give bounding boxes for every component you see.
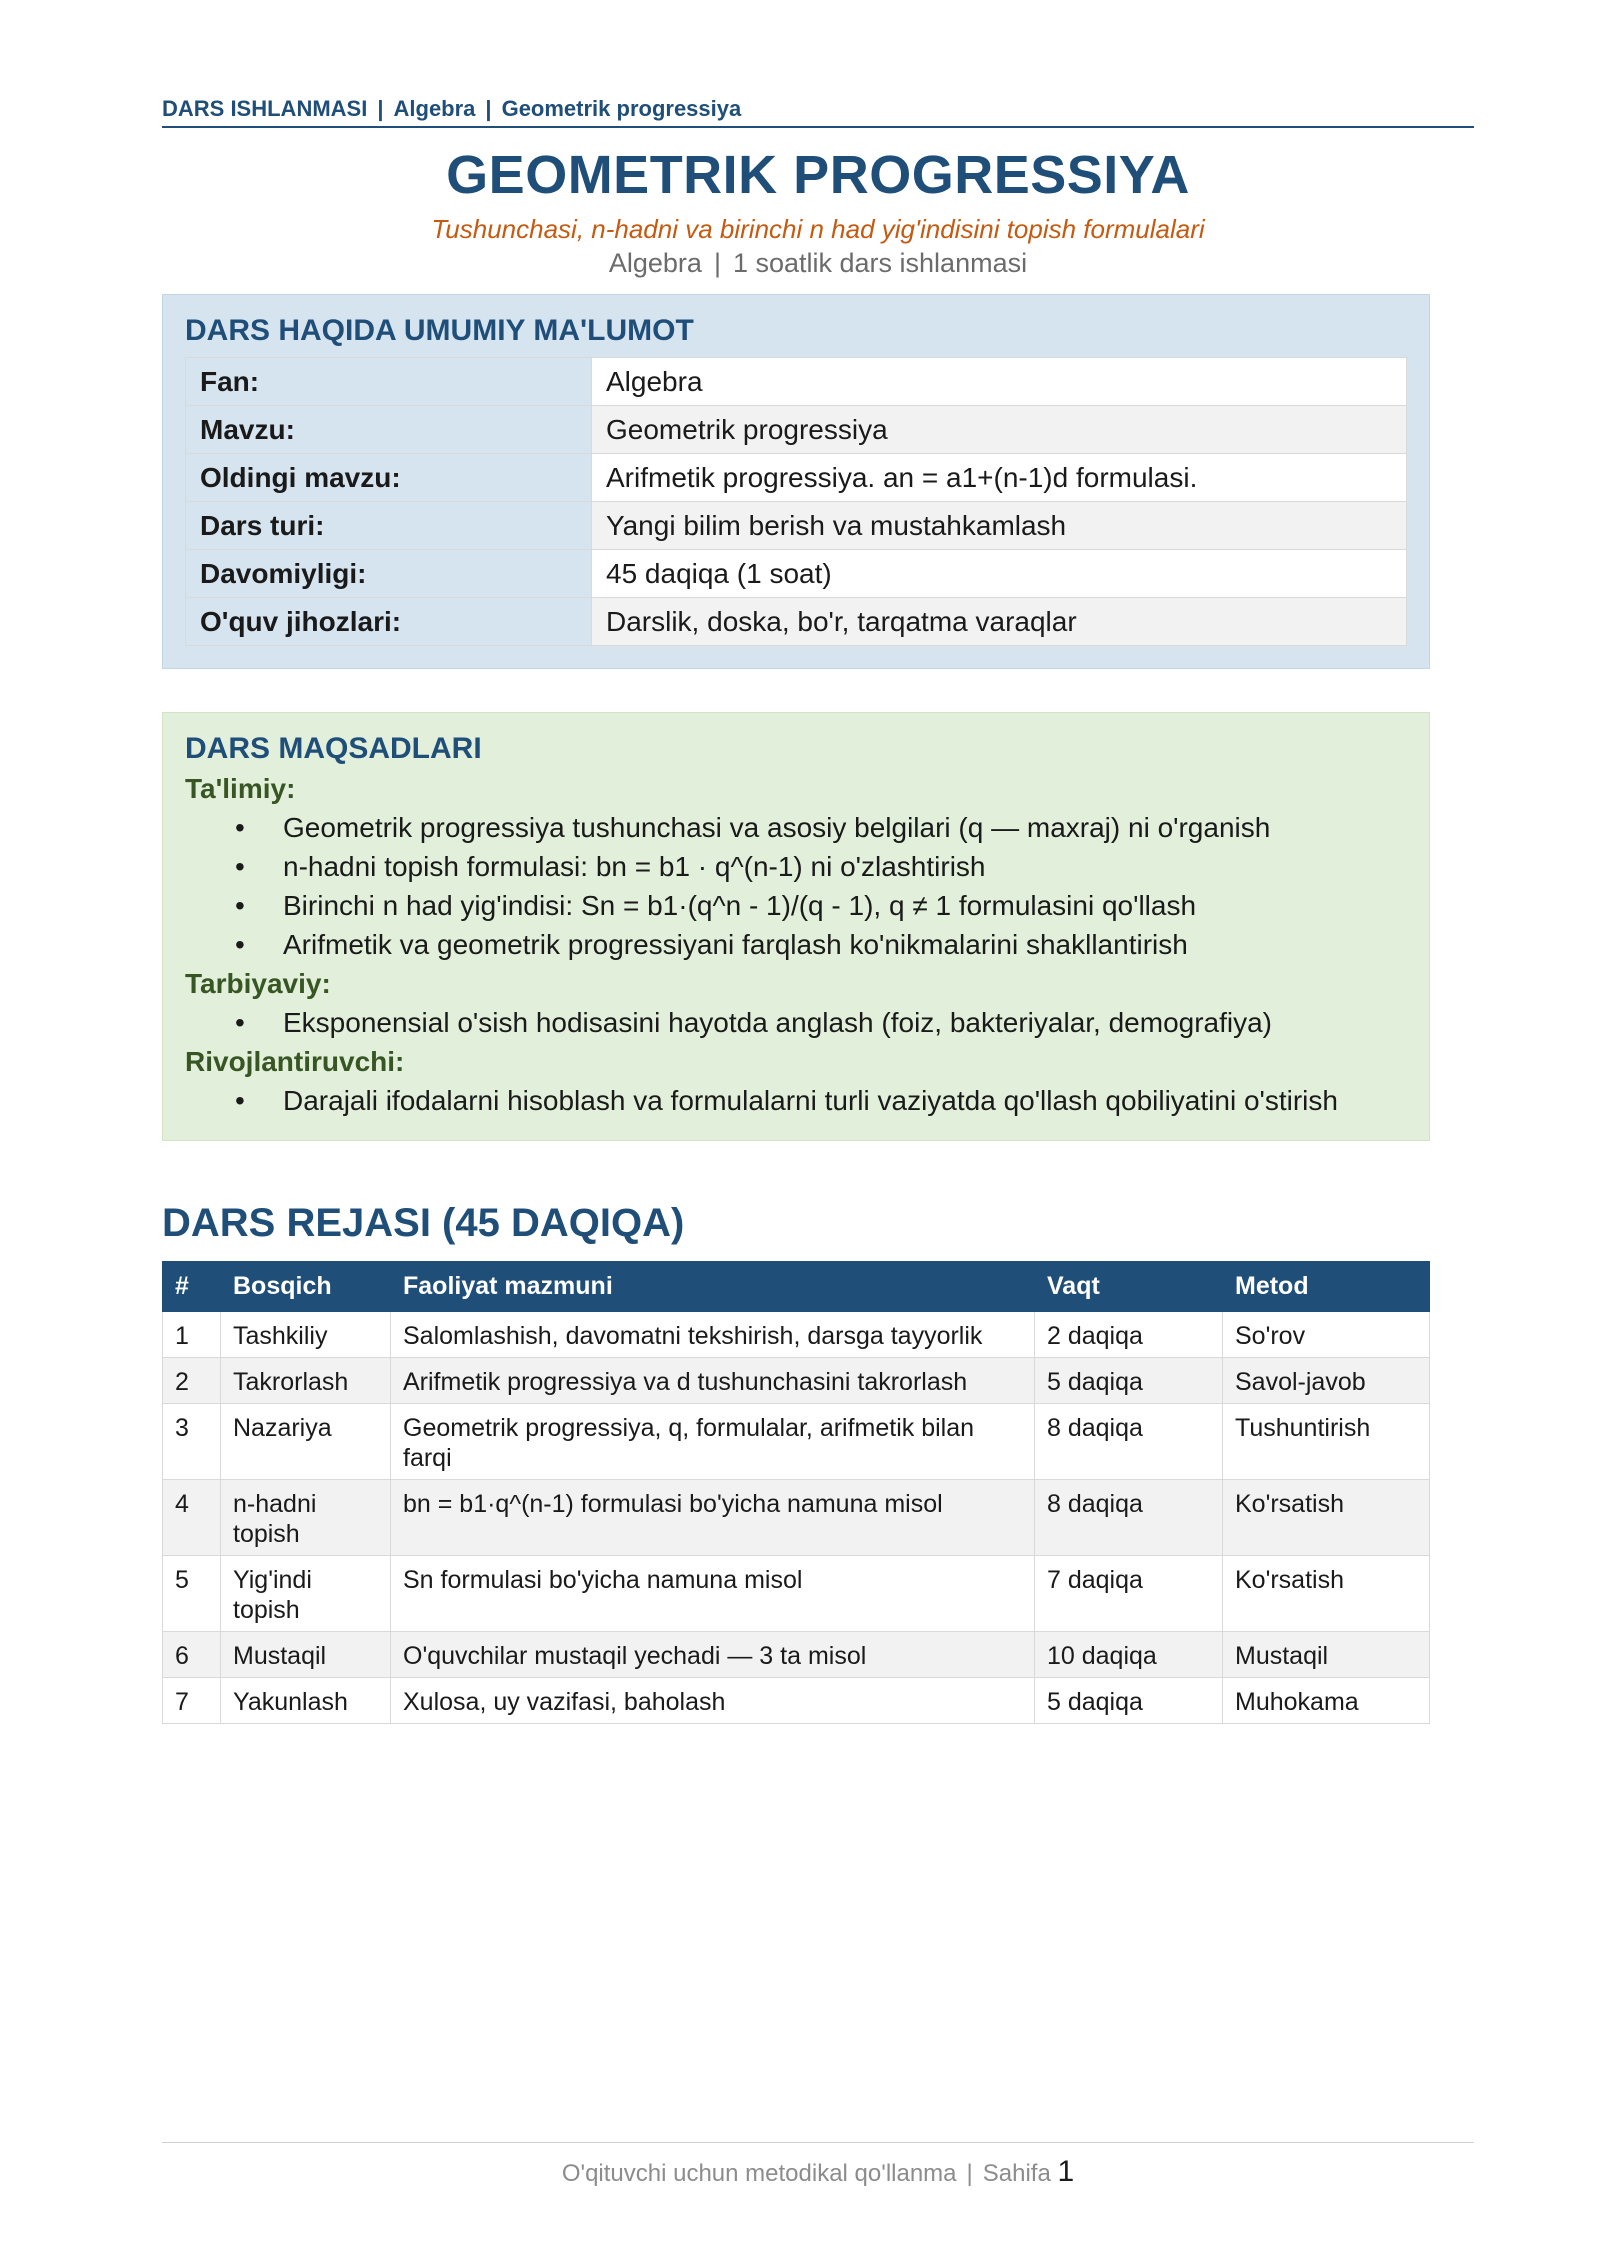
cell-time: 8 daqiqa: [1035, 1404, 1223, 1480]
goal-item-text: Darajali ifodalarni hisoblash va formulalarni turli vaziyatda qo'llash qobiliyatini o'stirish: [283, 1085, 1338, 1116]
meta-subject: Algebra: [608, 248, 702, 278]
cell-stage: Yig'indi topish: [221, 1556, 391, 1632]
running-header-separator: |: [377, 96, 384, 121]
goal-item: [185, 886, 1415, 925]
goal-item-text: Geometrik progressiya tushunchasi va asosiy belgilari (q — maxraj) ni o'rganish: [283, 812, 1271, 843]
table-row: [163, 1480, 1430, 1556]
page-footer: [162, 2142, 1474, 2189]
goal-groups: [185, 769, 1415, 1120]
cell-content: Salomlashish, davomatni tekshirish, darsga tayyorlik: [391, 1312, 1035, 1358]
info-row: [186, 502, 1407, 550]
cell-method: So'rov: [1223, 1312, 1430, 1358]
table-row: [163, 1312, 1430, 1358]
cell-content: Xulosa, uy vazifasi, baholash: [391, 1678, 1035, 1724]
footer-text: O'qituvchi uchun metodikal qo'llanma: [561, 2160, 957, 2187]
running-header-topic: Geometrik progressiya: [501, 96, 742, 121]
goal-item: [185, 808, 1415, 847]
column-header: Vaqt: [1035, 1262, 1223, 1312]
info-row: [186, 358, 1407, 406]
goal-list-educational: [185, 808, 1415, 964]
info-value: Algebra: [592, 358, 1407, 406]
cell-time: 5 daqiqa: [1035, 1678, 1223, 1724]
bullet-icon: •: [235, 812, 245, 843]
cell-method: Tushuntirish: [1223, 1404, 1430, 1480]
cell-time: 8 daqiqa: [1035, 1480, 1223, 1556]
info-row: [186, 550, 1407, 598]
goal-item: [185, 925, 1415, 964]
lesson-plan-heading: DARS REJASI (45 DAQIQA): [162, 1201, 685, 1245]
cell-method: Savol-javob: [1223, 1358, 1430, 1404]
info-row: [186, 598, 1407, 646]
lesson-goals-box: [162, 712, 1430, 1141]
cell-number: 5: [163, 1556, 221, 1632]
running-header-doc-type: DARS ISHLANMASI: [162, 96, 368, 121]
goal-item-text: Arifmetik va geometrik progressiyani farqlash ko'nikmalarini shakllantirish: [283, 929, 1188, 960]
column-header: Metod: [1223, 1262, 1430, 1312]
cell-time: 7 daqiqa: [1035, 1556, 1223, 1632]
goal-group-title-educational: Ta'limiy:: [185, 773, 296, 804]
meta-duration: 1 soatlik dars ishlanmasi: [732, 248, 1028, 278]
goal-list-developmental: [185, 1081, 1415, 1120]
info-key: Davomiyligi:: [186, 550, 592, 598]
lesson-plan-table: [162, 1261, 1430, 1724]
cell-stage: Yakunlash: [221, 1678, 391, 1724]
cell-number: 1: [163, 1312, 221, 1358]
goal-item: [185, 1003, 1415, 1042]
running-header-subject: Algebra: [393, 96, 476, 121]
cell-time: 5 daqiqa: [1035, 1358, 1223, 1404]
cell-number: 2: [163, 1358, 221, 1404]
cell-stage: Tashkiliy: [221, 1312, 391, 1358]
info-row: [186, 406, 1407, 454]
cell-method: Ko'rsatish: [1223, 1480, 1430, 1556]
general-info-table: [185, 357, 1407, 646]
page-subtitle: Tushunchasi, n-hadni va birinchi n had yig'indisini topish formulalari: [431, 214, 1205, 244]
cell-content: O'quvchilar mustaqil yechadi — 3 ta misol: [391, 1632, 1035, 1678]
goal-item: [185, 847, 1415, 886]
cell-stage: n-hadni topish: [221, 1480, 391, 1556]
footer-page-label: Sahifa: [982, 2160, 1051, 2187]
table-header-row: [163, 1262, 1430, 1312]
cell-method: Muhokama: [1223, 1678, 1430, 1724]
goal-item-text: Eksponensial o'sish hodisasini hayotda anglash (foiz, bakteriyalar, demografiya): [283, 1007, 1273, 1038]
table-row: [163, 1678, 1430, 1724]
info-key: Oldingi mavzu:: [186, 454, 592, 502]
cell-number: 6: [163, 1632, 221, 1678]
general-info-box: [162, 294, 1430, 669]
running-header: [162, 96, 1474, 128]
page-number: 1: [1057, 2155, 1075, 2188]
goal-list-upbringing: [185, 1003, 1415, 1042]
bullet-icon: •: [235, 929, 245, 960]
column-header: Faoliyat mazmuni: [391, 1262, 1035, 1312]
column-header: #: [163, 1262, 221, 1312]
bullet-icon: •: [235, 1085, 245, 1116]
cell-content: bn = b1·q^(n-1) formulasi bo'yicha namuna misol: [391, 1480, 1035, 1556]
cell-content: Sn formulasi bo'yicha namuna misol: [391, 1556, 1035, 1632]
cell-stage: Mustaqil: [221, 1632, 391, 1678]
goal-group-title-upbringing: Tarbiyaviy:: [185, 968, 331, 999]
cell-number: 4: [163, 1480, 221, 1556]
info-value: 45 daqiqa (1 soat): [592, 550, 1407, 598]
info-row: [186, 454, 1407, 502]
page-meta: [162, 246, 1474, 280]
cell-time: 10 daqiqa: [1035, 1632, 1223, 1678]
goal-group-title-developmental: Rivojlantiruvchi:: [185, 1046, 405, 1077]
info-key: Fan:: [186, 358, 592, 406]
table-row: [163, 1404, 1430, 1480]
cell-method: Ko'rsatish: [1223, 1556, 1430, 1632]
info-key: O'quv jihozlari:: [186, 598, 592, 646]
goal-item-text: n-hadni topish formulasi: bn = b1 · q^(n-1) ni o'zlashtirish: [283, 851, 986, 882]
cell-content: Geometrik progressiya, q, formulalar, arifmetik bilan farqi: [391, 1404, 1035, 1480]
info-key: Dars turi:: [186, 502, 592, 550]
info-value: Darslik, doska, bo'r, tarqatma varaqlar: [592, 598, 1407, 646]
running-header-separator: |: [485, 96, 492, 121]
info-value: Arifmetik progressiya. an = a1+(n-1)d formulasi.: [592, 454, 1407, 502]
table-row: [163, 1556, 1430, 1632]
goal-item: [185, 1081, 1415, 1120]
cell-time: 2 daqiqa: [1035, 1312, 1223, 1358]
cell-stage: Nazariya: [221, 1404, 391, 1480]
page-title: GEOMETRIK PROGRESSIYA: [446, 145, 1190, 205]
info-key: Mavzu:: [186, 406, 592, 454]
cell-content: Arifmetik progressiya va d tushunchasini takrorlash: [391, 1358, 1035, 1404]
cell-number: 3: [163, 1404, 221, 1480]
lesson-goals-heading: DARS MAQSADLARI: [185, 732, 482, 765]
footer-separator: |: [966, 2160, 973, 2187]
goal-item-text: Birinchi n had yig'indisi: Sn = b1·(q^n - 1)/(q - 1), q ≠ 1 formulasini qo'llash: [283, 890, 1197, 921]
cell-method: Mustaqil: [1223, 1632, 1430, 1678]
bullet-icon: •: [235, 851, 245, 882]
table-row: [163, 1358, 1430, 1404]
cell-number: 7: [163, 1678, 221, 1724]
table-row: [163, 1632, 1430, 1678]
cell-stage: Takrorlash: [221, 1358, 391, 1404]
meta-separator: |: [713, 248, 721, 278]
bullet-icon: •: [235, 1007, 245, 1038]
column-header: Bosqich: [221, 1262, 391, 1312]
info-value: Geometrik progressiya: [592, 406, 1407, 454]
general-info-heading: DARS HAQIDA UMUMIY MA'LUMOT: [185, 314, 694, 347]
bullet-icon: •: [235, 890, 245, 921]
info-value: Yangi bilim berish va mustahkamlash: [592, 502, 1407, 550]
